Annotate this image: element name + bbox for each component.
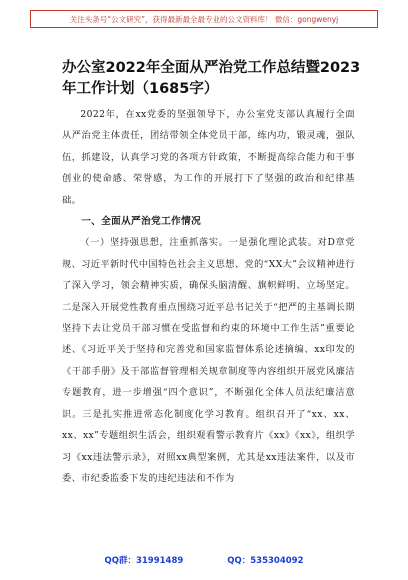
top-banner: 关注头条号“公文研究”，获得最新最全最专业的公文资料库！ 微信：gongwenyj: [30, 10, 378, 28]
document-title: 办公室2022年全面从严治党工作总结暨2023年工作计划（1685字）: [62, 60, 361, 97]
footer-contacts: [0, 554, 408, 570]
paragraph-section-1: （一）坚持强思想，注重抓落实。一是强化理论武装。对D章党规、习近平新时代中国特色社会主义思想、党的“XX大”会议精神进行了深入学习，领会精神实质，确保头脑清醒、旗帜鲜明、立场坚定。二是深入开展党性教育重点围绕习近平总书记关于“把严的主基调长期坚持下去让党员干部习惯在受监督和约束的环境中工作生活”重要论述、《习近平关于坚持和完善党和国家监督体系论述摘编、xx印发的《干部手册》及干部监督管理相关规章制度等内容组织开展党风廉洁专题教育，进一步增强“四个意识”，不断强化全体人员法纪廉洁意识。三是扎实推进常态化制度化学习教育。组织召开了“xx、xx、xx、xx”专题组织生活会，组织观看警示教育片《xx》《xx》，组织学习《xx违法警示录》，对照xx典型案例，尤其是xx违法案件，以及市委、市纪委监委下发的违纪违法和不作为: [62, 237, 355, 484]
footer-qq-group: QQ群：31991489: [104, 556, 184, 566]
footer-qq: QQ：535304092: [227, 556, 304, 566]
section-heading: 一、全面从严治党工作情况: [81, 216, 202, 228]
paragraph-intro: 2022年，在xx党委的坚强领导下，办公室党支部认真履行全面从严治党主体责任，团结带领全体党员干部，练内功，锻灵魂，强队伍，抓建设，认真学习党的各项方针政策，不断提高综合能力和干事创业的使命感、荣誉感，为工作的开展打下了坚强的政治和纪律基础。: [62, 109, 355, 206]
document-body: [62, 104, 355, 489]
